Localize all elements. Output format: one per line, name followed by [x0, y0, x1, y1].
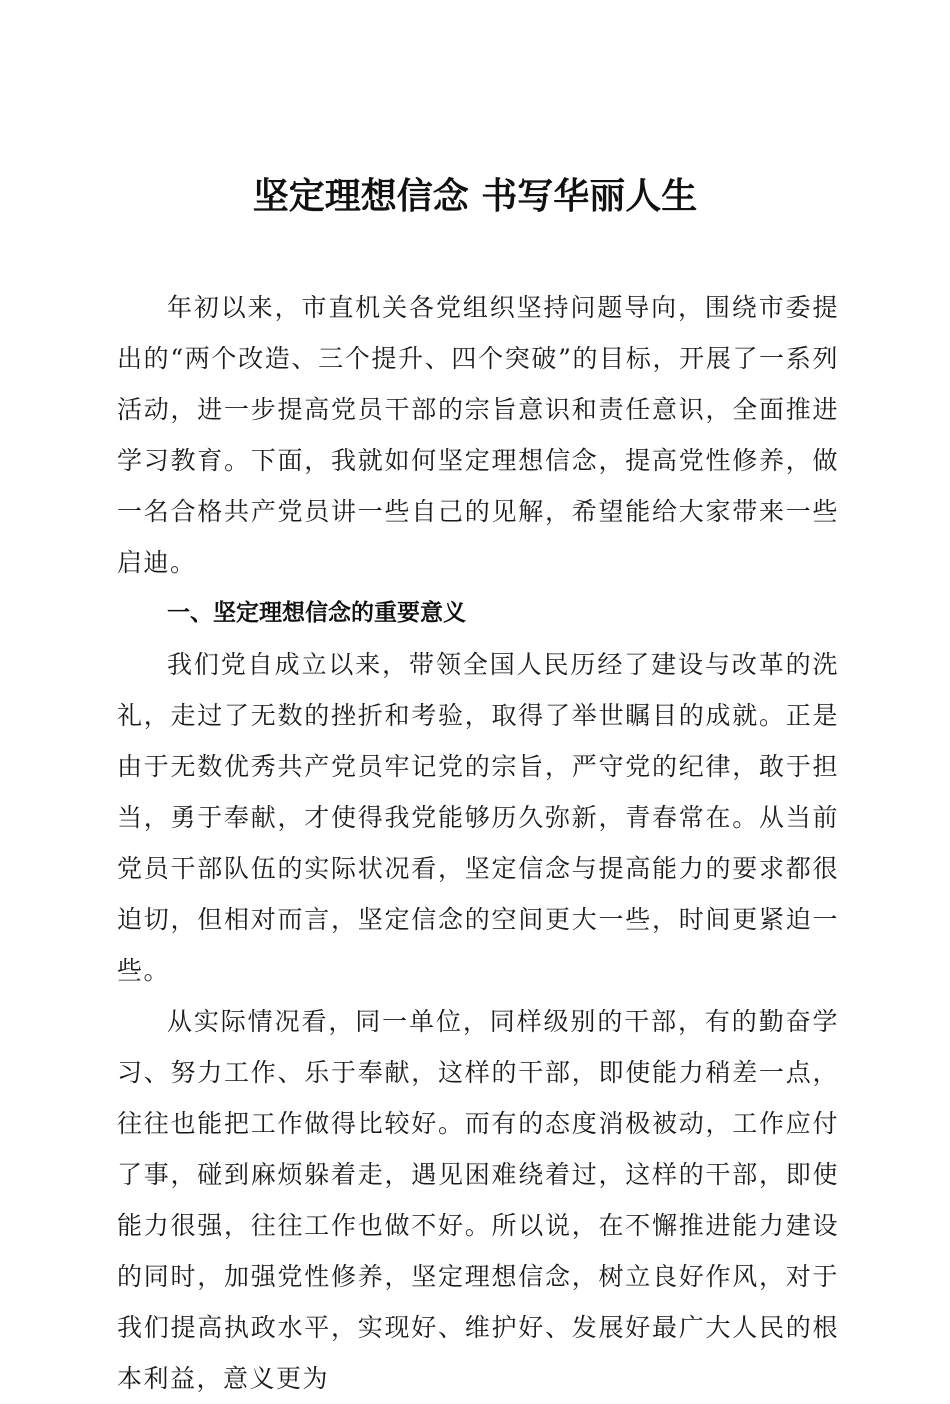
section-paragraph-2: 从实际情况看，同一单位，同样级别的干部，有的勤奋学习、努力工作、乐于奉献，这样的干部，即使能力稍差一点，往往也能把工作做得比较好。而有的态度消极被动，工作应付了事，碰到麻烦躲着走，遇见困难绕着过，这样的干部，即使能力很强，往往工作也做不好。所以说，在不懈推进能力建设的同时，加强党性修养，坚定理想信念，树立良好作风，对于我们提高执政水平，实现好、维护好、发展好最广大人民的根本利益，意义更为: [117, 1007, 839, 1393]
section-paragraph-1: 我们党自成立以来，带领全国人民历经了建设与改革的洗礼，走过了无数的挫折和考验，取得了举世瞩目的成就。正是由于无数优秀共产党员牢记党的宗旨，严守党的纪律，敢于担当，勇于奉献，才使得我党能够历久弥新，青春常在。从当前党员干部队伍的实际状况看，坚定信念与提高能力的要求都很迫切，但相对而言，坚定信念的空间更大一些，时间更紧迫一些。: [117, 650, 839, 985]
intro-paragraph: 年初以来，市直机关各党组织坚持问题导向，围绕市委提出的“两个改造、三个提升、四个突破”的目标，开展了一系列活动，进一步提高党员干部的宗旨意识和责任意识，全面推进学习教育。下面，我就如何坚定理想信念，提高党性修养，做一名合格共产党员讲一些自己的见解，希望能给大家带来一些启迪。: [117, 293, 839, 577]
document-body: [117, 282, 839, 1404]
section-heading: 一、坚定理想信念的重要意义: [167, 600, 466, 626]
document-title: 坚定理想信念 书写华丽人生: [252, 175, 698, 217]
